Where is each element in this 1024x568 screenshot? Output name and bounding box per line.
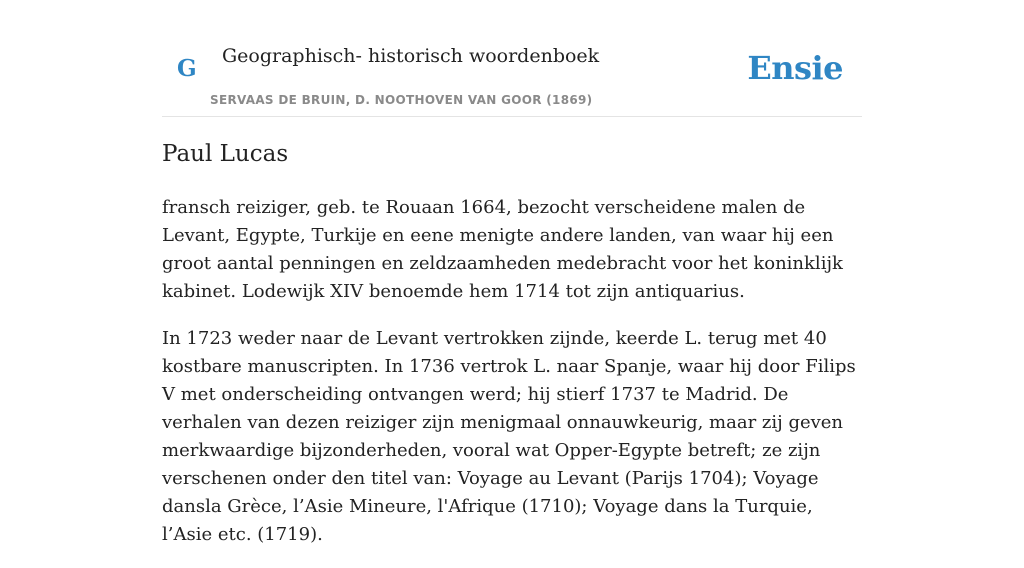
entry-title: Paul Lucas [162, 141, 289, 167]
entry-content [162, 138, 862, 568]
book-title-link[interactable]: Geographisch- historisch woordenboek [222, 45, 600, 67]
entry-paragraph: In 1723 weder naar de Levant vertrokken zijnde, keerde L. terug met 40 kostbare manuscripten. In 1736 vertrok L. naar Spanje, waar hij door Filips V met onderscheiding ontvangen werd; hij stierf 1737 te Madrid. De verhalen van dezen reiziger zijn menigmaal onnauwkeurig, maar zij geven merkwaardige bijzonderheden, vooral wat Opper-Egypte betreft; ze zijn verschenen onder den titel van: Voyage au Levant (Parijs 1704); Voyage dansla Grèce, l’Asie Mineure, l'Afrique (1710); Voyage dans la Turquie, l’Asie etc. (1719). [162, 328, 856, 545]
header [162, 0, 862, 117]
entry-paragraph: fransch reiziger, geb. te Rouaan 1664, bezocht verscheidene malen de Levant, Egypte, Turkije en eene menigte andere landen, van waar hij een groot aantal penningen en zeldzaamheden medebracht voor het koninklijk kabinet. Lodewijk XIV benoemde hem 1714 tot zijn antiquarius. [162, 197, 843, 302]
book-subtitle: SERVAAS DE BRUIN, D. NOOTHOVEN VAN GOOR (1869) [210, 93, 593, 107]
book-letter-link[interactable]: G [177, 55, 197, 82]
ensie-logo[interactable]: Ensie [747, 49, 843, 87]
